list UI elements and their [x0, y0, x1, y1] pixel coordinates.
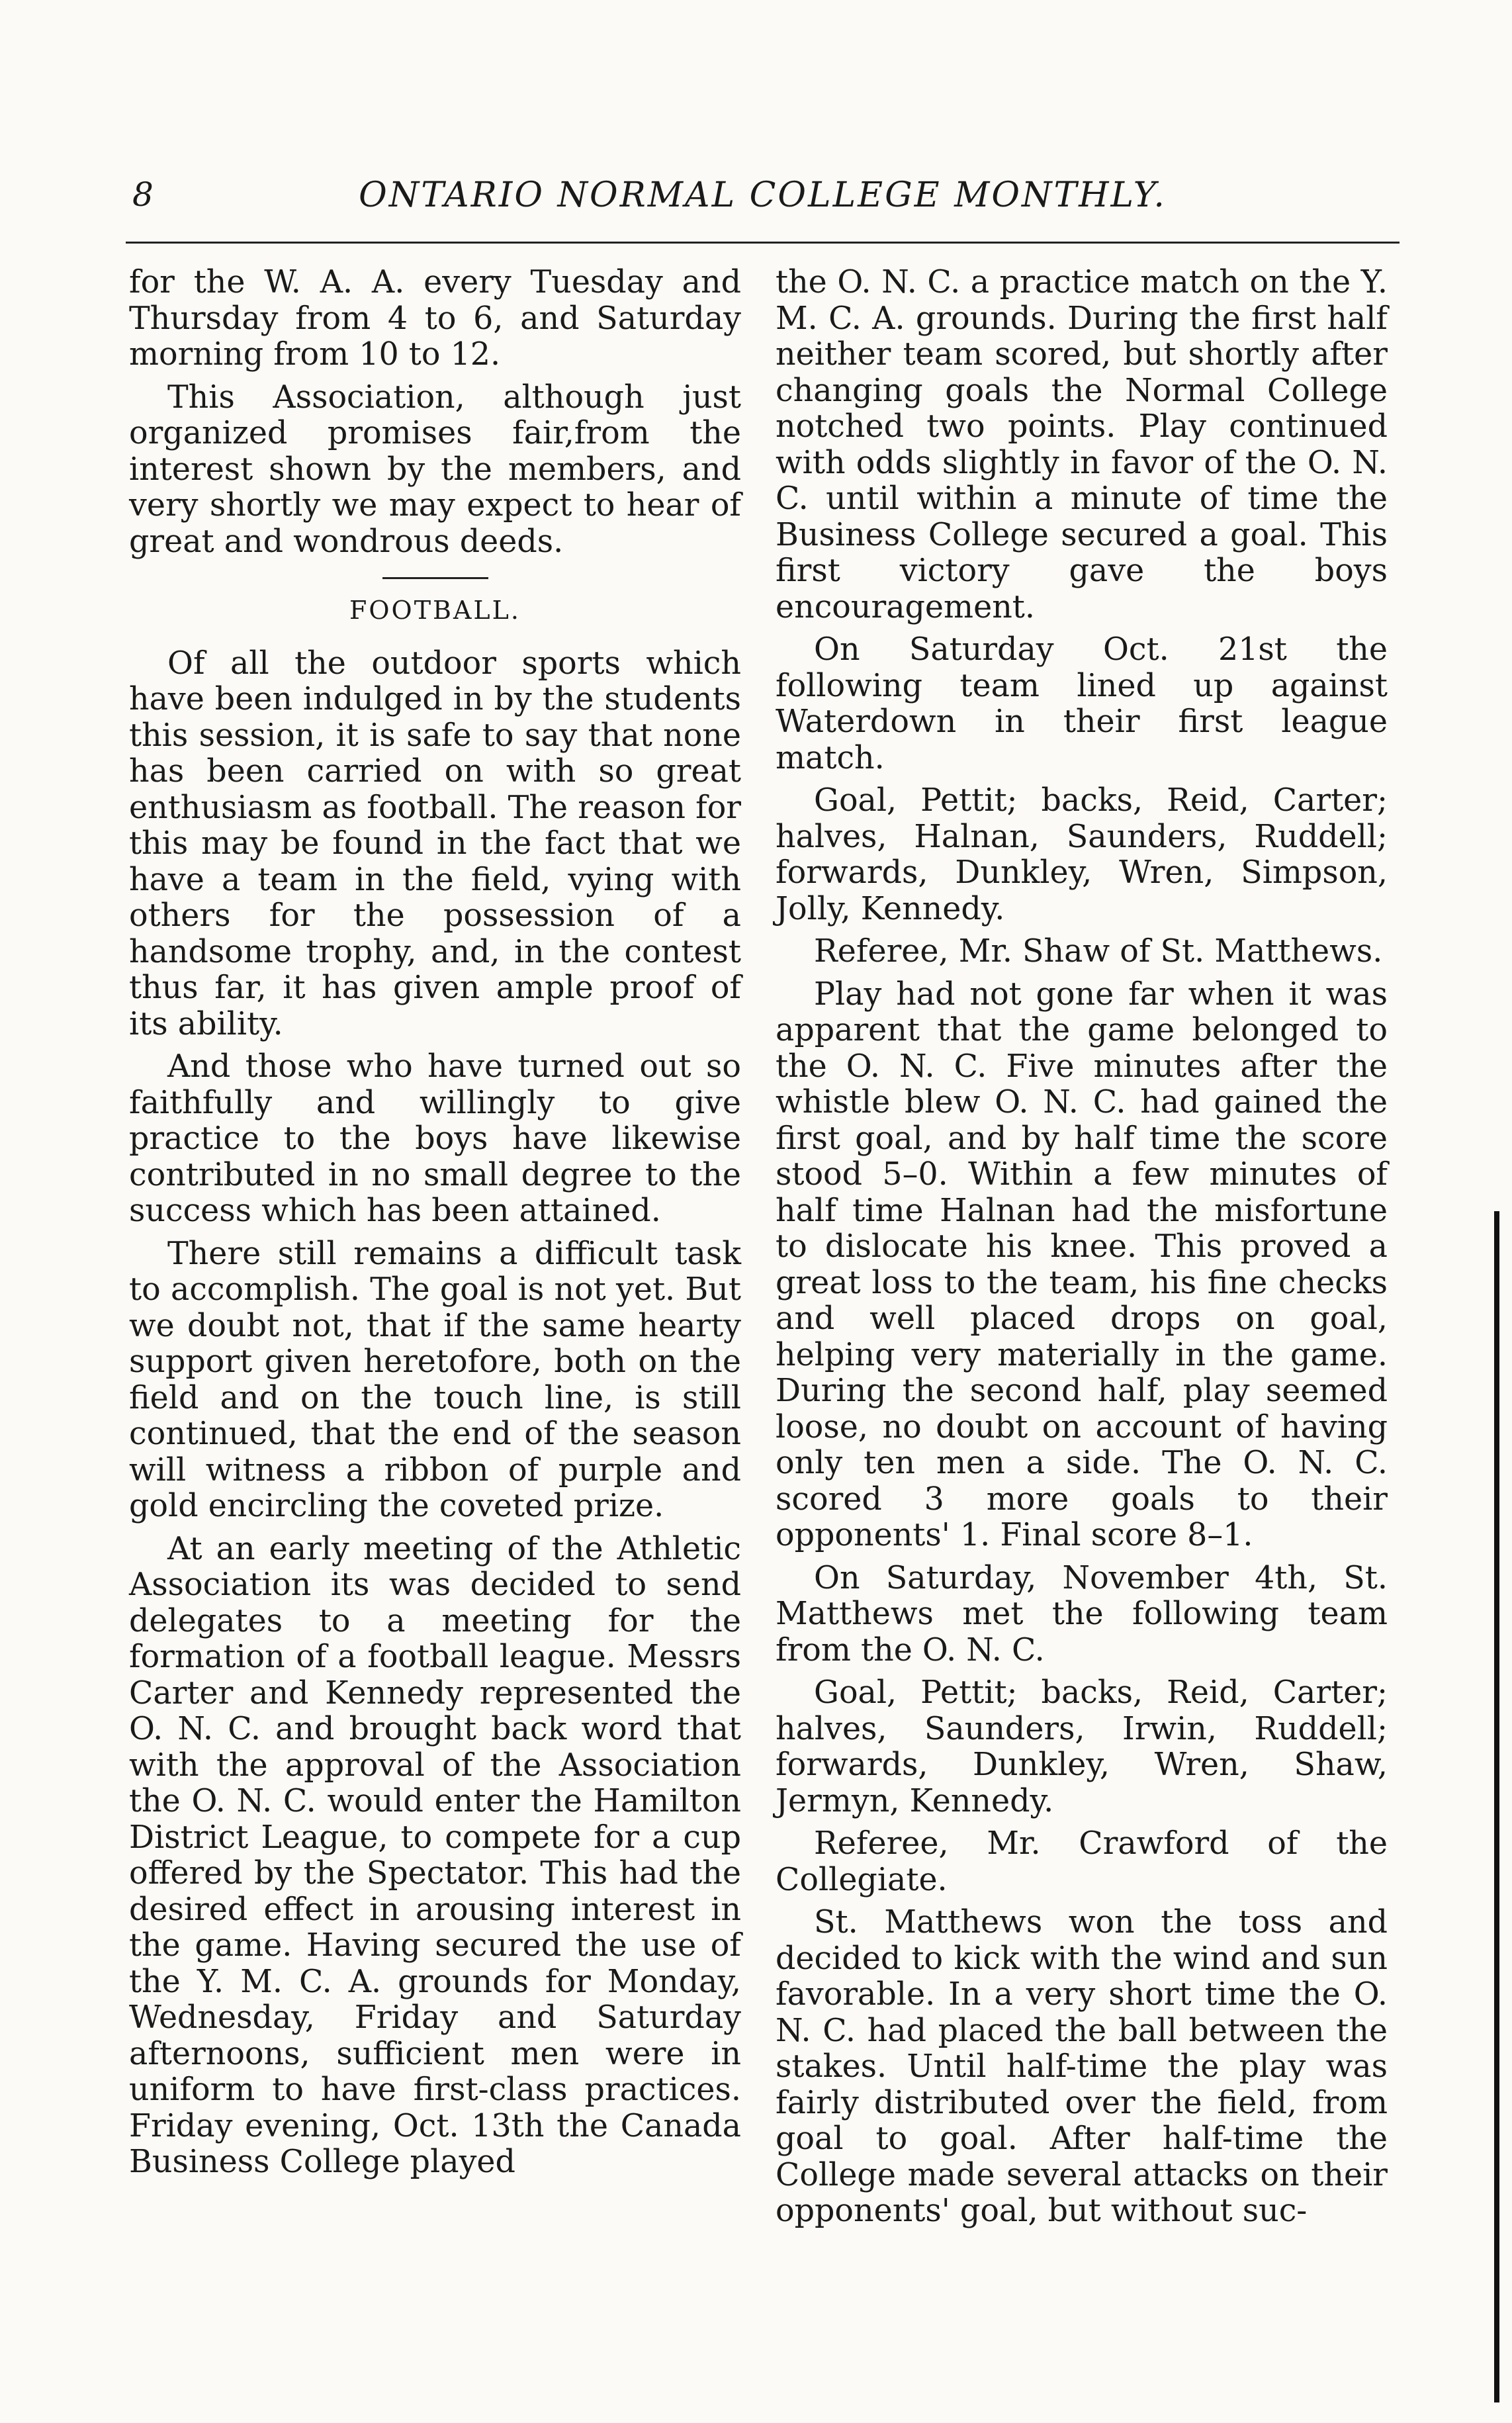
paragraph: Referee, Mr. Crawford of the Collegiate. — [776, 1825, 1388, 1898]
header-rule — [126, 242, 1400, 244]
paragraph: This Association, although just organized promises fair,from the interest shown by the members, and very shortly we may expect to hear of great and wondrous deeds. — [129, 379, 741, 560]
paragraph: Referee, Mr. Shaw of St. Matthews. — [814, 933, 1383, 970]
paragraph: St. Matthews won the toss and decided to kick with the wind and sun favorable. In a very short time the O. N. C. had placed the ball between the stakes. Until half-time the play was fairly distributed over the field, from goal to goal. After half-time the College made several attacks on their opponents' goal, but without suc- — [776, 1904, 1388, 2229]
paragraph: the O. N. C. a practice match on the Y. M. C. A. grounds. During the first half neither team scored, but shortly after changing goals the Normal College notched two points. Play continued with odds slightly in favor of the O. N. C. until within a minute of time the Business College secured a goal. This first victory gave the boys encouragement. — [776, 264, 1388, 625]
paragraph: Goal, Pettit; backs, Reid, Carter; halves, Saunders, Irwin, Ruddell; forwards, Dunkley, Wren, Shaw, Jermyn, Kennedy. — [776, 1674, 1388, 1819]
paragraph: Of all the outdoor sports which have been indulged in by the students this session, it is safe to say that none has been carried on with so great enthusiasm as football. The reason for this may be found in the fact that we have a team in the field, vying with others for the possession of a handsome trophy, and, in the contest thus far, it has given ample proof of its ability. — [129, 645, 741, 1042]
paragraph: At an early meeting of the Athletic Association its was decided to send delegates to a meeting for the formation of a football league. Messrs Carter and Kennedy represented the O. N. C. and brought back word that with the approval of the Association the O. N. C. would enter the Hamilton District League, to compete for a cup offered by the Spectator. This had the desired effect in arousing interest in the game. Having secured the use of the Y. M. C. A. grounds for Monday, Wednesday, Friday and Saturday afternoons, sufficient men were in uniform to have first-class practices. Friday evening, Oct. 13th the Canada Business College played — [129, 1530, 741, 2180]
left-column — [129, 265, 741, 2181]
right-column — [776, 265, 1388, 2230]
paragraph: for the W. A. A. every Tuesday and Thursday from 4 to 6, and Saturday morning from 10 to 12. — [129, 264, 741, 373]
scan-edge-shadow — [1494, 1211, 1499, 2402]
section-divider — [382, 577, 488, 579]
page-number: 8 — [132, 175, 154, 214]
paragraph: On Saturday, November 4th, St. Matthews met the following team from the O. N. C. — [776, 1559, 1388, 1669]
paragraph: Goal, Pettit; backs, Reid, Carter; halves, Halnan, Saunders, Ruddell; forwards, Dunkley, Wren, Simpson, Jolly, Kennedy. — [776, 782, 1388, 927]
running-title: ONTARIO NORMAL COLLEGE MONTHLY. — [359, 175, 1167, 215]
paragraph: On Saturday Oct. 21st the following team lined up against Waterdown in their first league match. — [776, 631, 1388, 776]
paragraph: And those who have turned out so faithfully and willingly to give practice to the boys have likewise contributed in no small degree to the success which has been attained. — [129, 1048, 741, 1229]
paragraph: Play had not gone far when it was apparent that the game belonged to the O. N. C. Five minutes after the whistle blew O. N. C. had gained the first goal, and by half time the score stood 5–0. Within a few minutes of half time Halnan had the misfortune to dislocate his knee. This proved a great loss to the team, his fine checks and well placed drops on goal, helping very materially in the game. During the second half, play seemed loose, no doubt on account of having only ten men a side. The O. N. C. scored 3 more goals to their opponents' 1. Final score 8–1. — [776, 976, 1388, 1553]
paragraph: There still remains a difficult task to accomplish. The goal is not yet. But we doubt not, that if the same hearty support given heretofore, both on the field and on the touch line, is still continued, that the end of the season will witness a ribbon of purple and gold encircling the coveted prize. — [129, 1235, 741, 1524]
page-header — [126, 175, 1400, 222]
section-heading: FOOTBALL. — [349, 596, 521, 625]
